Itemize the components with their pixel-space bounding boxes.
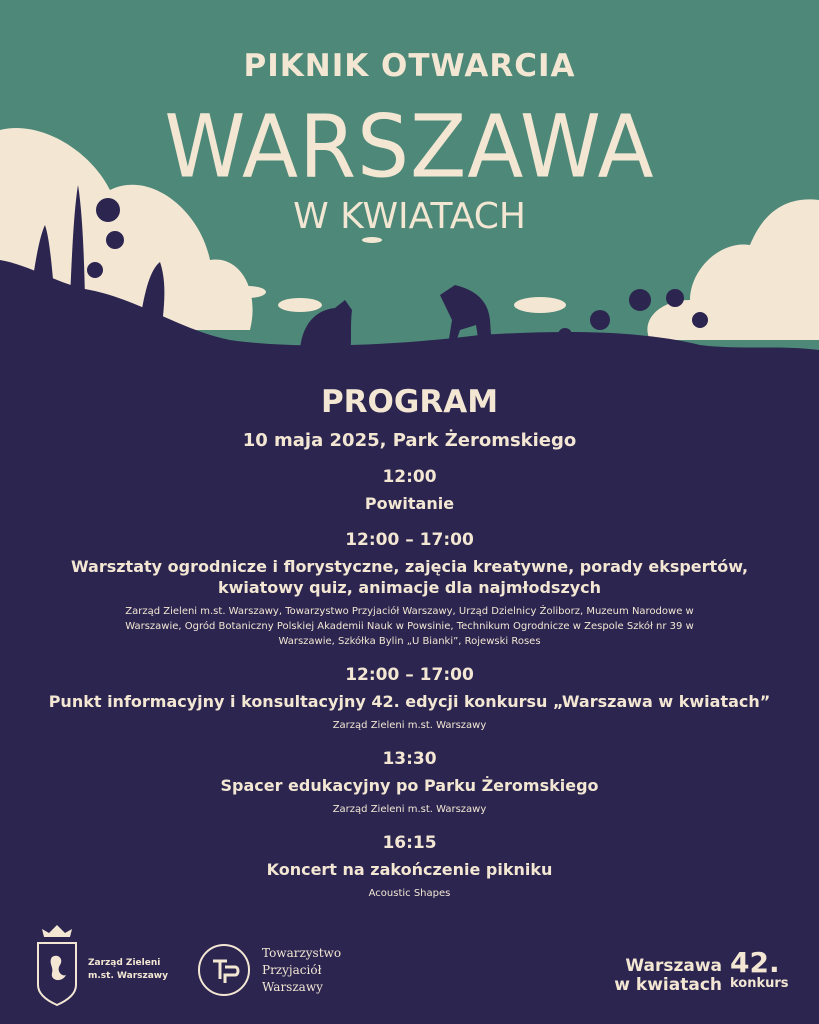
cloud-small-4 bbox=[362, 237, 382, 243]
tpw-emblem-icon bbox=[197, 943, 251, 997]
event-organizers: Zarząd Zieleni m.st. Warszawy bbox=[332, 720, 487, 731]
cloud-small-3 bbox=[514, 297, 566, 313]
program-event bbox=[0, 749, 819, 817]
event-title: WARSZAWA bbox=[164, 97, 655, 198]
flower-right-5 bbox=[558, 328, 572, 342]
warszawa-w-kwiatach-logo bbox=[605, 957, 722, 995]
event-organizers: Acoustic Shapes bbox=[368, 888, 451, 899]
program-event bbox=[0, 665, 819, 733]
event-time: 12:00 – 17:00 bbox=[345, 530, 474, 550]
event-time: 16:15 bbox=[382, 833, 437, 853]
event-title-text: Powitanie bbox=[364, 494, 455, 513]
flower-right-4 bbox=[692, 312, 708, 328]
tpw-logo-text bbox=[262, 945, 341, 996]
cloud-small-1 bbox=[230, 286, 266, 298]
flower-right-1 bbox=[590, 310, 610, 330]
tpw-line-3: Warszawy bbox=[262, 980, 323, 994]
hero-illustration bbox=[0, 0, 819, 380]
program-heading: PROGRAM bbox=[320, 384, 499, 420]
flower-left-3 bbox=[87, 262, 103, 278]
zzm-line-2: m.st. Warszawy bbox=[88, 971, 168, 981]
program-event bbox=[0, 833, 819, 901]
wwk-line-1: Warszawa bbox=[625, 956, 722, 976]
edition-word: konkurs bbox=[730, 976, 789, 991]
tpw-line-2: Przyjaciół bbox=[262, 963, 322, 977]
zzm-line-1: Zarząd Zieleni bbox=[88, 958, 161, 968]
event-title-text: Spacer edukacyjny po Parku Żeromskiego bbox=[220, 776, 599, 795]
cloud-small-2 bbox=[278, 298, 322, 312]
event-title-text: Koncert na zakończenie pikniku bbox=[266, 860, 553, 879]
program-section bbox=[0, 380, 819, 901]
zarzad-zieleni-logo-text bbox=[88, 957, 168, 983]
event-title-text: Punkt informacyjny i konsultacyjny 42. edycji konkursu „Warszawa w kwiatach” bbox=[48, 692, 771, 711]
event-time: 13:30 bbox=[382, 749, 437, 769]
event-organizers: Zarząd Zieleni m.st. Warszawy bbox=[332, 804, 487, 815]
zarzad-zieleni-crest-icon bbox=[32, 923, 82, 1009]
event-subtitle: W KWIATACH bbox=[293, 196, 526, 237]
event-organizers: Zarząd Zieleni m.st. Warszawy, Towarzystwo Przyjaciół Warszawy, Urząd Dzielnicy Żoliborz, Muzeum Narodowe w Warszawie, Ogród Botaniczny Polskiej Akademii Nauk w Powsinie, Technikum Ogrodnicze w Zespole Szkół nr 39 w Warszawie, Szkółka Bylin „U Bianki”, Rojewski Roses bbox=[125, 606, 694, 647]
tpw-line-1: Towarzystwo bbox=[262, 946, 342, 960]
footer-logos bbox=[0, 915, 819, 1015]
event-pre-title: PIKNIK OTWARCIA bbox=[243, 48, 576, 84]
event-title-text: Warsztaty ogrodnicze i florystyczne, zajęcia kreatywne, porady ekspertów, kwiatowy quiz, animacje dla najmłodszych bbox=[70, 557, 749, 597]
flower-right-3 bbox=[666, 289, 684, 307]
program-event bbox=[0, 530, 819, 649]
event-time: 12:00 – 17:00 bbox=[345, 665, 474, 685]
edition-number: 42. bbox=[730, 946, 780, 979]
wwk-line-2: w kwiatach bbox=[614, 975, 722, 995]
edition-badge bbox=[730, 946, 789, 991]
flower-right-2 bbox=[629, 289, 651, 311]
event-time: 12:00 bbox=[382, 467, 437, 487]
program-date-place: 10 maja 2025, Park Żeromskiego bbox=[242, 430, 577, 451]
program-event bbox=[0, 467, 819, 514]
